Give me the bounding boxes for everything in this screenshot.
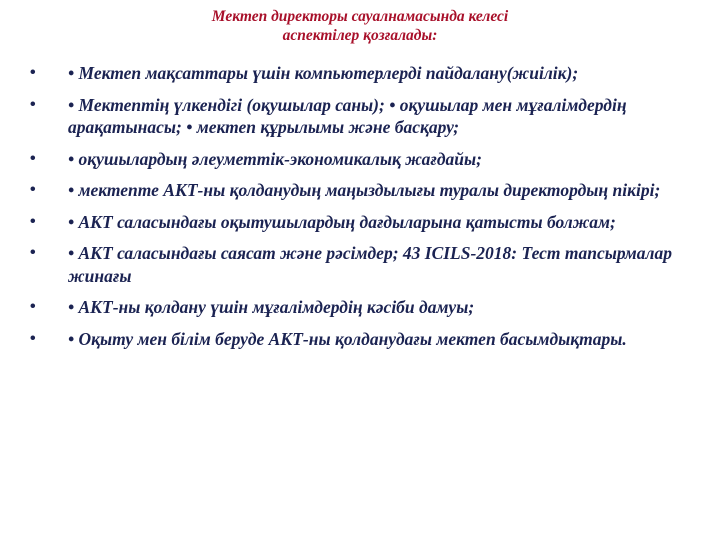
list-item [30,328,690,351]
list-item-text: • Мектеп мақсаттары үшін компьютерлерді пайдалану(жиілік); [68,63,579,83]
bullet-list [30,62,690,359]
bullet-icon: • [30,244,36,261]
list-item [30,148,690,171]
bullet-icon: • [30,181,36,198]
list-item-text: • АКТ-ны қолдану үшін мұғалімдердің кәсіби дамуы; [68,297,475,317]
bullet-icon: • [30,95,36,113]
list-item-text: • мектепте АКТ-ны қолданудың маңыздылығы туралы директордың пікірі; [68,180,661,200]
slide-title-line-1: Мектеп директоры сауалнамасында келесі [211,8,509,25]
list-item-text: • Оқыту мен білім беруде АКТ-ны қолданудағы мектеп басымдықтары. [68,328,627,349]
list-item [30,179,690,202]
list-item [30,296,690,319]
list-item-text: • Мектептің үлкендігі (оқушылар саны); • оқушылар мен мұғалімдердің арақатынасы; • мектеп құрылымы және басқару; [68,94,627,137]
list-item-text: • АКТ саласындағы саясат және рәсімдер; 43 ICILS-2018: Тест тапсырмалар жинағы [68,243,672,286]
list-item [30,211,690,234]
slide-title-line-2: аспектілер қозғалады: [282,27,438,44]
bullet-icon: • [30,329,36,347]
list-item [30,94,690,139]
slide-title [0,7,720,45]
list-item [30,62,690,85]
bullet-icon: • [30,298,36,315]
bullet-icon: • [30,149,36,167]
list-item-text: • оқушылардың әлеуметтік-экономикалық жағдайы; [68,148,482,169]
bullet-icon: • [30,212,36,230]
list-item [30,242,690,287]
list-item-text: • АКТ саласындағы оқытушылардың дағдыларына қатысты болжам; [68,211,616,232]
bullet-icon: • [30,64,36,81]
